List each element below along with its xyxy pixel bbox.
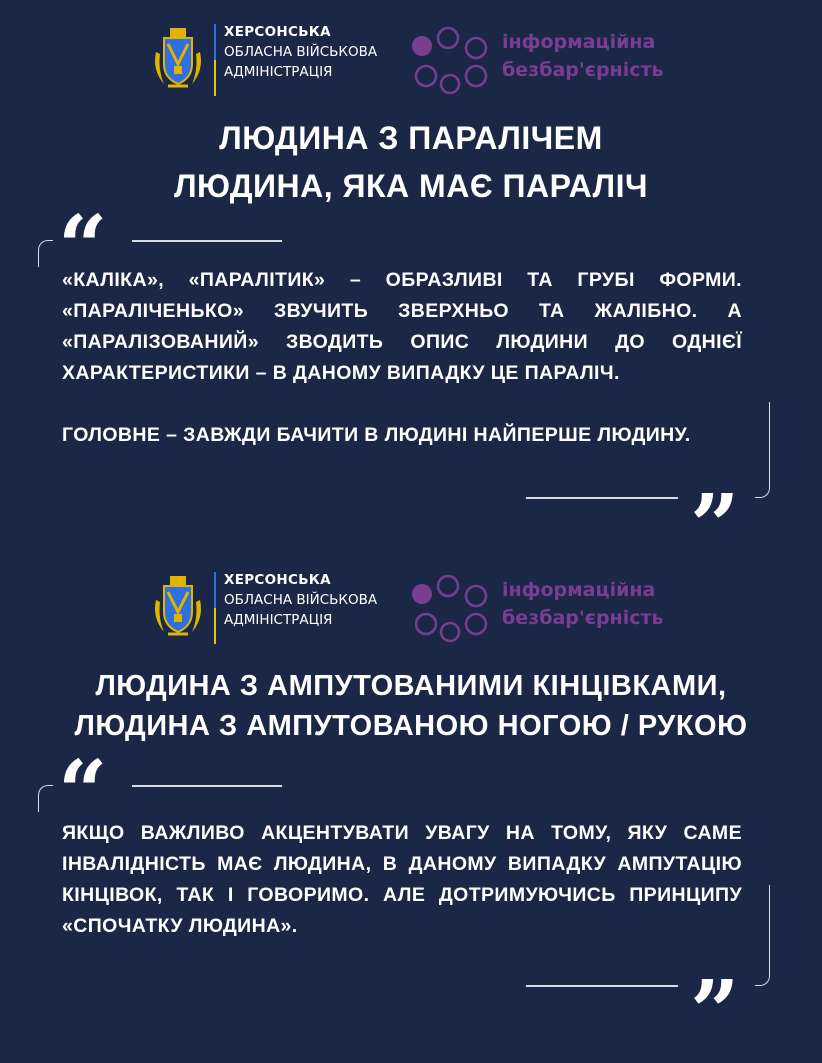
close-quote-icon: ” bbox=[690, 476, 740, 577]
bracket-bottom-right bbox=[755, 402, 770, 498]
org-line-3: АДМІНІСТРАЦІЯ bbox=[224, 612, 333, 628]
brand-text bbox=[502, 576, 664, 632]
section1-body bbox=[62, 265, 742, 451]
org-name bbox=[224, 22, 377, 82]
close-quote-icon: ” bbox=[690, 962, 740, 1063]
circles-logo-icon bbox=[410, 574, 490, 644]
open-quote-icon: “ bbox=[58, 742, 108, 843]
section2-title-line-1: ЛЮДИНА З АМПУТОВАНИМИ КІНЦІВКАМИ, bbox=[95, 670, 727, 702]
section1-title-line-1: ЛЮДИНА З ПАРАЛІЧЕМ bbox=[219, 120, 603, 156]
section2-title-line-2: ЛЮДИНА З АМПУТОВАНОЮ НОГОЮ / РУКОЮ bbox=[74, 710, 748, 742]
bracket-top-left bbox=[38, 785, 53, 812]
section2-body bbox=[62, 818, 742, 942]
divider-line bbox=[214, 24, 216, 96]
org-line-3: АДМІНІСТРАЦІЯ bbox=[224, 64, 333, 80]
kherson-coat-of-arms-icon bbox=[150, 26, 206, 90]
quote-line-top bbox=[132, 785, 282, 787]
quote-line-bottom bbox=[526, 497, 678, 499]
quote-line-bottom bbox=[526, 985, 678, 987]
org-line-1: ХЕРСОНСЬКА bbox=[224, 24, 331, 40]
org-line-2: ОБЛАСНА ВІЙСЬКОВА bbox=[224, 592, 378, 608]
section1-paragraph-1: «КАЛІКА», «ПАРАЛІТИК» – ОБРАЗЛИВІ ТА ГРУБІ ФОРМИ. «ПАРАЛІЧЕНЬКО» ЗВУЧИТЬ ЗВЕРХНЬО ТА ЖАЛІБНО. А «ПАРАЛІЗОВАНИЙ» ЗВОДИТЬ ОПИС ЛЮДИНИ ДО ОДНІЄЇ ХАРАКТЕРИСТИКИ – В ДАНОМУ ВИПАДКУ ЦЕ ПАРАЛІЧ. bbox=[62, 269, 742, 384]
quote-line-top bbox=[132, 240, 282, 242]
org-line-2: ОБЛАСНА ВІЙСЬКОВА bbox=[224, 44, 378, 60]
circles-logo-icon bbox=[410, 26, 490, 96]
brand-text bbox=[502, 28, 664, 84]
brand-line-1: інформаційна bbox=[502, 31, 656, 53]
section1-title-line-2: ЛЮДИНА, ЯКА МАЄ ПАРАЛІЧ bbox=[174, 168, 648, 204]
org-line-1: ХЕРСОНСЬКА bbox=[224, 572, 331, 588]
bracket-top-left bbox=[38, 240, 53, 267]
header-middle bbox=[0, 568, 822, 650]
open-quote-icon: “ bbox=[58, 197, 108, 298]
section2-paragraph-1: ЯКЩО ВАЖЛИВО АКЦЕНТУВАТИ УВАГУ НА ТОМУ, ЯКУ САМЕ ІНВАЛІДНІСТЬ МАЄ ЛЮДИНА, В ДАНОМУ ВИПАДКУ АМПУТАЦІЮ КІНЦІВОК, ТАК І ГОВОРИМО. АЛЕ ДОТРИМУЮЧИСЬ ПРИНЦИПУ «СПОЧАТКУ ЛЮДИНА». bbox=[62, 822, 742, 937]
header-top bbox=[0, 20, 822, 102]
org-name bbox=[224, 570, 377, 630]
brand-line-1: інформаційна bbox=[502, 579, 656, 601]
divider-line bbox=[214, 572, 216, 644]
section1-paragraph-2: ГОЛОВНЕ – ЗАВЖДИ БАЧИТИ В ЛЮДИНІ НАЙПЕРШЕ ЛЮДИНУ. bbox=[62, 424, 691, 446]
bracket-bottom-right bbox=[755, 885, 770, 986]
kherson-coat-of-arms-icon bbox=[150, 574, 206, 638]
brand-line-2: безбар'єрність bbox=[502, 59, 664, 81]
brand-line-2: безбар'єрність bbox=[502, 607, 664, 629]
